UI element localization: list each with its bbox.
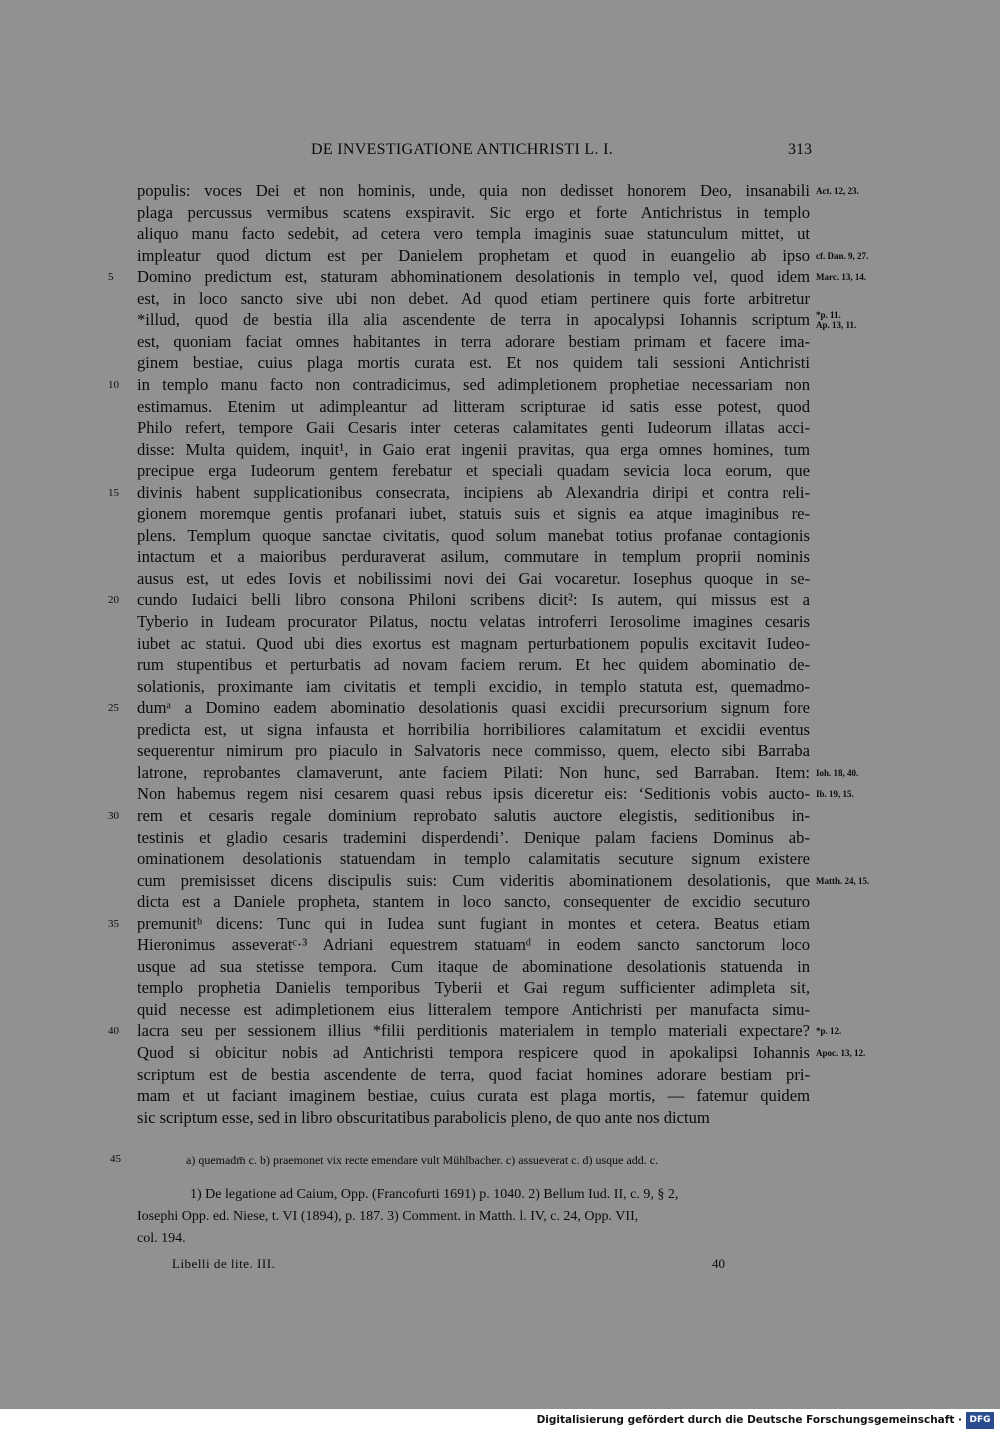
margin-reference: Ib. 19, 15. xyxy=(816,789,854,800)
text-line: Quod si obicitur nobis ad Antichristi tempora respicere quod in apokalipsi Iohannis xyxy=(137,1043,810,1062)
margin-reference: Matth. 24, 15. xyxy=(816,875,870,886)
text-line: in templo manu facto non contradicimus, sed adimpletionem prophetiae necessariam non xyxy=(137,374,810,394)
text-line: templo prophetia Danielis temporibus Tyberii et Gai regum sufficienter adimpleta sit, xyxy=(137,978,810,998)
signature-mark: Libelli de lite. III. xyxy=(172,1256,276,1271)
margin-reference: Apoc. 13, 12. xyxy=(816,1048,866,1058)
funding-note: Digitalisierung gefördert durch die Deutsche Forschungsgemeinschaft · xyxy=(536,1414,962,1426)
margin-reference: *p. 11. xyxy=(816,310,841,321)
text-line: solationis, proximante iam civitatis et templi excidio, in templo statuta est, quemadmo- xyxy=(137,676,810,696)
text-line: sic scriptum esse, sed in libro obscuritatibus parabolicis pleno, de quo ante nos dictum xyxy=(137,1107,710,1127)
text-line: Non habemus regem nisi cesarem quasi rebus ipsis diceretur eis: ‘Seditionis vobis aucto- xyxy=(137,784,810,804)
footnote-line: Iosephi Opp. ed. Niese, t. VI (1894), p. 187. 3) Comment. in Matth. l. IV, c. 24, Opp. VII, xyxy=(137,1209,639,1224)
signature-number: 40 xyxy=(712,1256,725,1271)
text-line: aliquo manu facto sedebit, ad cetera vero templa imaginis suae statunculum mittet, ut xyxy=(137,224,810,244)
text-line: ausus est, ut edes Iovis et nobilissimi novi dei Gai vocaretur. Iosephus quoque in se- xyxy=(137,568,810,588)
margin-reference: cf. Dan. 9, 27. xyxy=(816,250,869,261)
text-line: premunitᵇ dicens: Tunc qui in Iudea sunt fugiant in montes et cetera. Beatus etiam xyxy=(137,913,810,933)
footnote-line: col. 194. xyxy=(137,1231,186,1246)
text-line: plaga percussus vermibus scatens exspiravit. Sic ergo et forte Antichristus in templo xyxy=(137,202,810,222)
page-number: 313 xyxy=(788,141,812,158)
text-line: *illud, quod de bestia illa alia ascendente de terra in apocalypsi Iohannis scriptum xyxy=(137,310,810,330)
line-number: 40 xyxy=(108,1025,119,1038)
line-number: 10 xyxy=(108,378,119,391)
text-line: rum stupentibus et perturbatis ad novam faciem rerum. Et hec quidem abominatio de- xyxy=(137,655,810,675)
text-line: gionem moremque gentis profanari iubet, statuis suis et signis ea atque imaginibus re- xyxy=(137,504,810,524)
margin-reference: *p. 12. xyxy=(816,1026,842,1037)
line-number: 15 xyxy=(108,486,119,499)
text-line: disse: Multa quidem, inquit¹, in Gaio erat ingenii pravitas, qua erga omnes homines, tum xyxy=(137,439,810,459)
text-line: predicta est, ut signa infausta et horribilia horribiliores calamitatum et excidii eventus xyxy=(137,719,810,739)
text-line: Domino predictum est, staturam abhominationem desolationis in templo vel, quod idem xyxy=(137,267,810,287)
text-line: latrone, reprobantes clamaverunt, ante faciem Pilati: Non hunc, sed Barraban. Item: xyxy=(137,762,810,782)
line-number: 20 xyxy=(108,594,119,607)
text-line: Philo refert, tempore Gaii Cesaris inter ceteras calamitates genti Iudeorum illatas acci- xyxy=(137,418,810,438)
text-line: Hieronimus asseveratᶜ·³ Adriani equestrem statuamᵈ in eodem sancto sanctorum loco xyxy=(137,935,810,955)
running-title: DE INVESTIGATIONE ANTICHRISTI L. I. xyxy=(311,141,614,158)
apparatus-text: a) quemadm̄ c. b) praemonet vix recte emendare vult Mühlbacher. c) assueverat c. d) usque add. c. xyxy=(186,1153,659,1167)
text-line: populis: voces Dei et non hominis, unde, quia non dedisset honorem Deo, insanabili xyxy=(137,181,810,200)
margin-reference: Ap. 13, 11. xyxy=(816,320,857,331)
footnote-line: 1) De legatione ad Caium, Opp. (Francofurti 1691) p. 1040. 2) Bellum Iud. II, c. 9, § 2, xyxy=(190,1187,679,1202)
running-header xyxy=(137,141,812,165)
text-line: quid necesse est adimpletionem eius litteralem tempore Antichristi per manufacta simu- xyxy=(137,999,810,1019)
text-line: lacra seu per sessionem illius *filii perditionis materialem in templo materiali expectare? xyxy=(137,1021,810,1041)
text-line: rem et cesaris regale dominium reprobato salutis auctore elegistis, seditionibus in- xyxy=(137,805,810,825)
text-line: plens. Templum quoque sanctae civitatis, quod solum manebat totius profanae contagionis xyxy=(137,525,810,545)
margin-reference: Marc. 13, 14. xyxy=(816,272,867,283)
text-line: impleatur quod dictum est per Danielem prophetam et quod in euangelio ab ipso xyxy=(137,245,810,265)
text-line: Tyberio in Iudeam procurator Pilatus, noctu velatas introferri Ierosolime imagines cesaris xyxy=(137,612,810,631)
text-line: cundo Iudaici belli libro consona Philoni scribens dicit²: Is autem, qui missus est a xyxy=(137,590,810,610)
text-line: est, in loco sancto sive ubi non debet. Ad quod etiam pertinere quis forte arbitretur xyxy=(137,288,810,308)
text-line: ominationem desolationis statuendam in templo calamitatis secuture signum existere xyxy=(137,849,810,869)
text-line: est, quoniam faciat omnes habitantes in terra adorare bestiam primam et facere ima- xyxy=(137,331,810,351)
dfg-logo: DFG xyxy=(966,1412,994,1429)
apparatus-line-number: 45 xyxy=(110,1153,121,1165)
text-line: sequerentur nimirum pro piaculo in Salvatoris nece commisso, quem, electo sibi Barraba xyxy=(137,741,810,761)
text-line: intactum et a maioribus perduraverat asilum, commutare in templum proprii nominis xyxy=(137,547,810,567)
funding-footer xyxy=(0,1409,1000,1434)
margin-reference: Act. 12, 23. xyxy=(816,186,859,196)
line-number: 35 xyxy=(108,917,119,930)
line-number: 30 xyxy=(108,809,119,822)
margin-reference: Ioh. 18, 40. xyxy=(816,767,859,778)
text-line: dumᵃ a Domino eadem abominatio desolationis quasi excidii precursorium signum fore xyxy=(137,698,810,718)
text-line: dicta est a Daniele propheta, stantem in loco sancto, consequenter de excidio secuturo xyxy=(137,892,810,912)
line-number: 5 xyxy=(108,271,114,284)
text-line: estimamus. Etenim ut adimpleantur ad litteram scripturae id satis esse potest, quod xyxy=(137,396,810,416)
text-line: mam et ut faciant imaginem bestiae, cuius curata est plaga mortis, — fatemur quidem xyxy=(137,1086,810,1106)
text-line: iubet ac statui. Quod ubi dies exortus est magnam perturbationem populis excitavit Iudeo- xyxy=(137,633,810,653)
line-number: 25 xyxy=(108,702,119,715)
text-line: ginem bestiae, cuius plaga mortis curata est. Et nos quidem tali sessioni Antichristi xyxy=(137,353,810,373)
text-line: scriptum est de bestia ascendente de terra, quod faciat homines adorare bestiam pri- xyxy=(137,1064,810,1084)
text-line: usque ad sua stetisse tempora. Cum itaque de abominatione desolationis statuenda in xyxy=(137,956,810,976)
text-line: precipue erga Iudeorum gentem ferebatur et speciali quadam sevicia loca eorum, que xyxy=(137,461,810,481)
text-line: testinis et gladio cesaris trademini disperdendi’. Denique palam faciens Dominus ab- xyxy=(137,827,810,847)
text-line: divinis habent supplicationibus consecrata, incipiens ab Alexandria diripi et contra reli- xyxy=(137,482,810,502)
text-line: cum premisisset dicens discipulis suis: Cum videritis abominationem desolationis, que xyxy=(137,870,810,890)
